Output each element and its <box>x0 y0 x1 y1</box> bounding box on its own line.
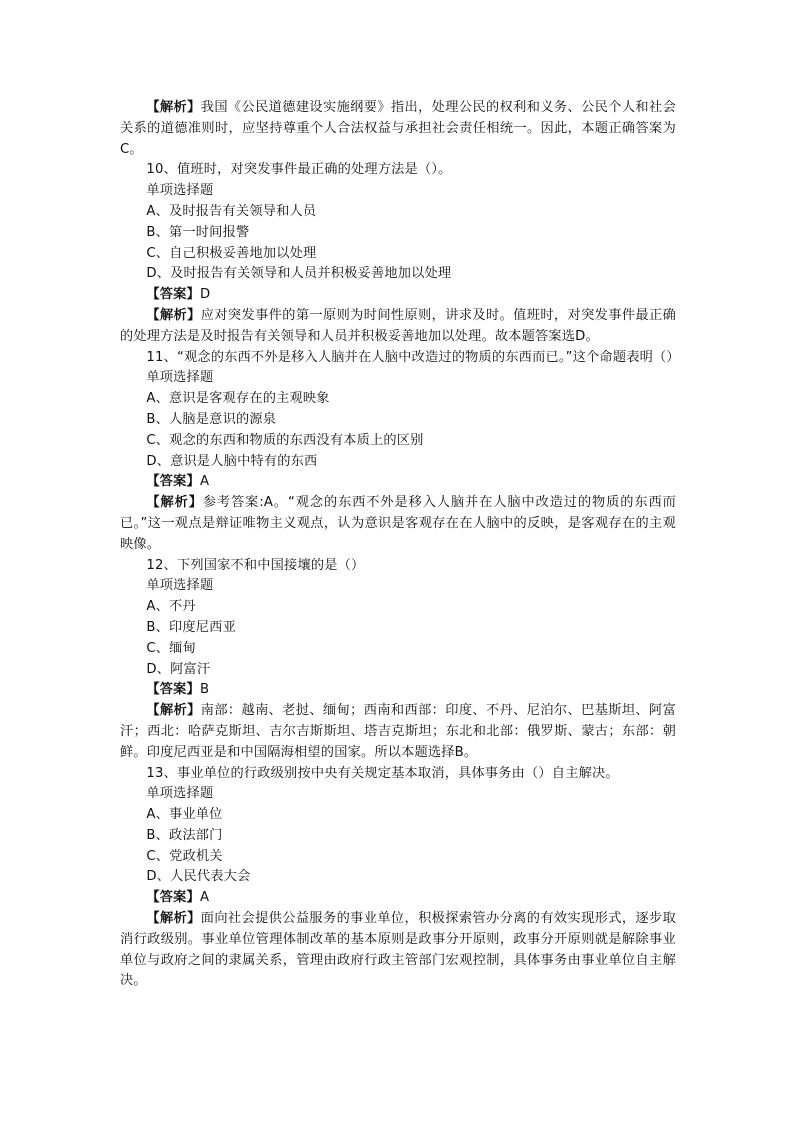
question-10-option-b: B、第一时间报警 <box>146 224 250 240</box>
question-10-type: 单项选择题 <box>146 183 214 199</box>
question-11-option-b: B、人脑是意识的源泉 <box>146 411 277 427</box>
analysis-label: 【解析】 <box>146 911 201 927</box>
question-11-option-d: D、意识是人脑中特有的东西 <box>146 453 318 469</box>
analysis-label: 【解析】 <box>146 495 203 511</box>
question-10-option-a: A、及时报告有关领导和人员 <box>146 203 317 219</box>
question-12-option-c: C、缅甸 <box>146 640 196 656</box>
question-10-option-d: D、及时报告有关领导和人员并积极妥善地加以处理 <box>146 266 452 282</box>
question-12-type: 单项选择题 <box>146 578 214 594</box>
answer-value: A <box>199 890 210 906</box>
question-10-option-c: C、自己积极妥善地加以处理 <box>146 245 317 261</box>
analysis-label: 【解析】 <box>146 703 201 719</box>
question-12: 12、下列国家不和中国接壤的是（） <box>146 557 365 573</box>
question-11: 11、“观念的东西不外是移入人脑并在人脑中改造过的物质的东西而已。”这个命题表明（） <box>146 349 680 365</box>
question-10-analysis <box>120 306 676 348</box>
analysis-text: 南部：越南、老挝、缅甸；西南和西部：印度、不丹、尼泊尔、巴基斯坦、阿富汗；西北：哈萨克斯坦、吉尔吉斯斯坦、塔吉克斯坦；东北和北部：俄罗斯、蒙古；东部：朝鲜。印度尼西亚是和中国隔海相望的国家。所以本题选择B。 <box>120 703 676 760</box>
question-12-option-d: D、阿富汗 <box>146 661 211 677</box>
question-13-option-b: B、政法部门 <box>146 827 223 843</box>
question-11-answer <box>120 472 676 493</box>
analysis-text: 参考答案:A。“观念的东西不外是移入人脑并在人脑中改造过的物质的东西而已。”这一观点是辩证唯物主义观点，认为意识是客观存在在人脑中的反映，是客观存在的主观映像。 <box>120 495 676 552</box>
answer-value: B <box>199 682 210 698</box>
question-13-option-a: A、事业单位 <box>146 807 223 823</box>
question-13-answer <box>120 888 676 909</box>
analysis-text: 我国《公民道德建设实施纲要》指出，处理公民的权利和义务、公民个人和社会关系的道德准则时，应坚持尊重个人合法权益与承担社会责任相统一。因此，本题正确答案为C。 <box>120 100 676 157</box>
question-13-type: 单项选择题 <box>146 786 214 802</box>
answer-value: A <box>199 474 210 490</box>
question-12-analysis <box>120 701 676 763</box>
document-page <box>120 98 680 992</box>
question-13-analysis <box>120 909 676 992</box>
question-13: 13、事业单位的行政级别按中央有关规定基本取消，具体事务由（）自主解决。 <box>146 765 619 781</box>
answer-label: 【答案】 <box>146 474 200 490</box>
analysis-label: 【解析】 <box>146 307 201 323</box>
answer-value: D <box>199 287 211 303</box>
question-12-answer <box>120 680 676 701</box>
question-13-option-d: D、人民代表大会 <box>146 869 251 885</box>
answer-label: 【答案】 <box>146 287 200 303</box>
question-11-option-c: C、观念的东西和物质的东西没有本质上的区别 <box>146 432 424 448</box>
question-11-analysis <box>120 493 676 555</box>
question-12-option-a: A、不丹 <box>146 599 196 615</box>
question-11-option-a: A、意识是客观存在的主观映象 <box>146 391 330 407</box>
analysis-text: 应对突发事件的第一原则为时间性原则，讲求及时。值班时，对突发事件最正确的处理方法是及时报告有关领导和人员并积极妥善地加以处理。故本题答案选D。 <box>120 307 676 344</box>
question-13-option-c: C、党政机关 <box>146 848 223 864</box>
analysis-text: 面向社会提供公益服务的事业单位，积极探索管办分离的有效实现形式，逐步取消行政级别。事业单位管理体制改革的基本原则是政事分开原则，政事分开原则就是解除事业单位与政府之间的隶属关系，管理由政府行政主管部门宏观控制，具体事务由事业单位自主解决。 <box>120 911 676 989</box>
analysis-label: 【解析】 <box>146 100 201 115</box>
question-10: 10、值班时，对突发事件最正确的处理方法是（）。 <box>146 162 452 178</box>
answer-label: 【答案】 <box>146 682 200 698</box>
analysis-paragraph <box>120 98 676 160</box>
question-10-answer <box>120 285 676 306</box>
question-12-option-b: B、印度尼西亚 <box>146 619 236 635</box>
answer-label: 【答案】 <box>146 890 200 906</box>
question-11-type: 单项选择题 <box>146 370 214 386</box>
